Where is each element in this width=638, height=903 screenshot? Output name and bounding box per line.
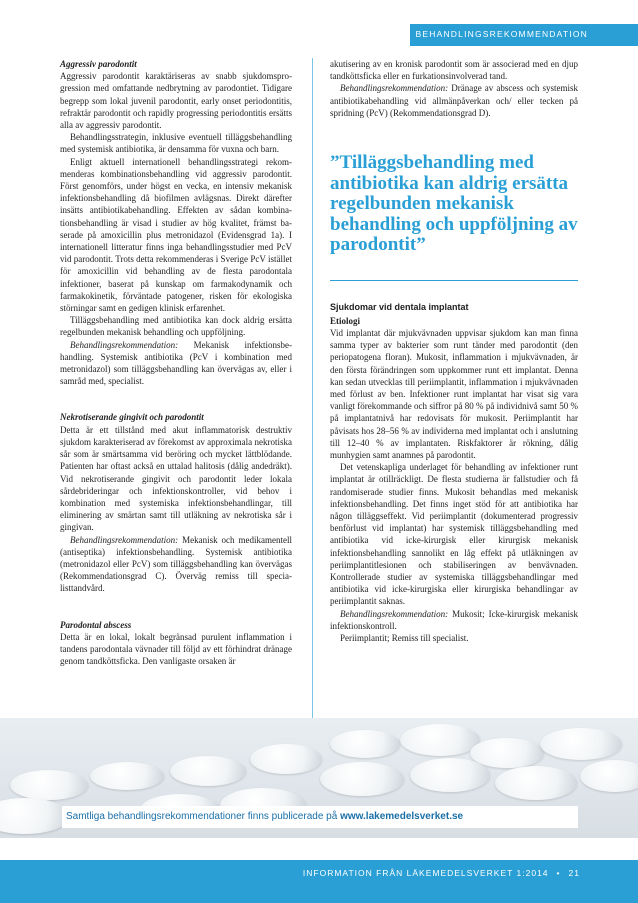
subheading-etiology: Etiologi xyxy=(330,315,361,326)
recommendation-text: Periimplantit; Remiss till specialist. xyxy=(340,633,469,643)
paragraph: Enligt aktuell internationell behandlingsstrategi rekommenderas kombinationsbehandling vid aggressiv parodontit. Först genomförs, under högst en vecka, en intensiv mekanisk infektionsbehandling då biofilmen avlägsnas. Direkt därefter insätts antibiotikabehandling. Effekten av sådan kombinationsbehandling är visad i studier av hög kvalitet, främst baserade på amoxicillin plus metronidazol (Evidensgrad 1a). I internationell litteratur finns inga behandlingsstudier med PcV vid parodontit. Trots detta rekommenderas i Sverige PcV istället för amoxicillin vid behandling av de flesta parodontala infektioner, baserat på kunskap om farmakodynamik och farmakokinetik, förväntade patogener, risken för ekologiska störningar samt en gedigen klinisk erfarenhet. xyxy=(60,156,292,314)
page-footer xyxy=(0,860,638,903)
recommendation-text: Mekanisk och medikamentell (antiseptika) infektionsbehandling. Systemisk antibiotika (metronidazol eller PcV) som tilläggsbehandling kan övervägas (Rekommendationsgrad C). Överväg remiss till specialisttandvård. xyxy=(60,534,292,594)
page-number: 21 xyxy=(568,868,580,878)
recommendation-label: Behandlingsrekommendation: xyxy=(70,534,179,545)
pull-quote: ”Tilläggsbehandling med antibiotika kan aldrig ersätta regelbunden mekanisk behandling och uppföljning av parodontit” xyxy=(330,152,578,256)
website-link[interactable]: www.lakemedelsverket.se xyxy=(340,811,464,822)
footer-text xyxy=(303,868,580,878)
recommendation-label: Behandlingsrekommendation: xyxy=(70,339,179,350)
recommendation-label: Behandlingsrekommendation: xyxy=(340,83,449,94)
paragraph: Vid implantat där mjukvävnaden uppvisar sjukdom kan man finna samma typer av bakterier som runt tänder med parodontit (den periopatogena floran). Mukosit, inflammation i mjukvävnaden, är den första förändringen som uppkommer runt ett implantat. Denna kan sedan utvecklas till periimplantit, inflammation i mjukvävnaden med förlust av ben. Infektioner runt implantat har visat sig vara vanligt förekommande och siffror på 80 % på individnivå samt 50 % på implantatnivå har redovisats för mukosit. Periimplantit har påvisats hos 28–56 % av individerna med implantat och i anslutning till 12–40 % av implantaten. Riskfaktorer är rökning, dålig munhygien samt anamnes på parodontit. xyxy=(330,327,578,460)
paragraph: Detta är en lokal, lokalt begränsad purulent inflammation i tandens parodontala vävnader till följd av ett förhindrat dränage genom tandköttsficka. Den vanligaste orsaken är xyxy=(60,631,292,667)
paragraph: Det vetenskapliga underlaget för behandling av infektioner runt implantat är otillräckligt. De flesta studierna är fallstudier och få randomiserade studier finns. Mukosit behandlas med mekanisk infektionsbehandling. Det finns inget stöd för att antibiotika har någon tilläggseffekt. Vid periimplantit (dokumenterad progressiv benförlust vid implantat) har systemisk tilläggsbehandling med antibiotika vid icke-kirurgisk eller kirurgisk mekanisk infektionsbehandling sannolikt en låg effekt på utläkningen av periimplantitlesionen och stabiliseringen av benvävnaden. Kontrollerade studier av systemiska tilläggsbehandlingar med antibiotika vid icke-kirurgiska eller kirurgiska behandlingar av periimplantit saknas. xyxy=(330,462,578,607)
publication-banner xyxy=(62,806,578,828)
paragraph: Tilläggsbehandling med antibiotika kan dock aldrig ersätta regelbunden mekanisk behandling och uppföljning. xyxy=(60,315,292,338)
paragraph: Detta är ett tillstånd med akut inflammatorisk destruktiv sjukdom karakteriserad av förekomst av approximala nekrotiska sår som är smärtsamma vid beröring och mycket lättblödande. Patienten har oftast ackså en uttalad halitosis (dålig andedräkt). Vid nekrotiserande gingivit och parodontit leder lokala sårdebrideringar och infektionskontroller, vid behov i kombination med systemiska infektionsbehandlingar, till eliminering av smärtan samt till utläkning av nekrotiska sår i gingivan. xyxy=(60,424,292,533)
publication-name: INFORMATION FRÅN LÄKEMEDELSVERKET 1:2014 xyxy=(302,868,549,878)
recommendation xyxy=(60,534,292,595)
top-header xyxy=(0,0,638,50)
quote-divider xyxy=(330,280,578,281)
section-label: BEHANDLINGSREKOMMENDATION xyxy=(415,29,588,39)
heading-aggressive-periodontitis: Aggressiv parodontit xyxy=(60,59,137,69)
recommendation xyxy=(330,82,578,119)
banner-text: Samtliga behandlingsrekommendationer finns publicerade på www.lakemedelsverket.se xyxy=(66,811,464,822)
heading-abscess: Parodontal abscess xyxy=(60,619,132,630)
recommendation xyxy=(330,608,578,632)
recommendation-text: Mukosit; Icke-kirurgisk mekanisk infektionskontroll. xyxy=(330,608,578,631)
recommendation-label: Behandlingsrekommendation: xyxy=(340,608,449,619)
right-column xyxy=(330,58,578,644)
paragraph: Behandlingsstrategin, inklusive eventuell tilläggsbehandling med systemisk antibiotika, är densamma för vuxna och barn. xyxy=(60,132,292,155)
bullet: • xyxy=(556,868,561,878)
heading-implant-diseases: Sjukdomar vid dentala implantat xyxy=(330,301,469,312)
paragraph: akutisering av en kronisk parodontit som är associerad med en djup tandköttsficka eller en furkationsinvolverad tand. xyxy=(330,59,578,82)
column-divider xyxy=(312,58,313,718)
heading-necrotizing: Nekrotiserande gingivit och parodontit xyxy=(60,412,204,423)
recommendation xyxy=(60,339,292,388)
left-column xyxy=(60,58,292,667)
recommendation-text: Dränage av abscess och systemisk antibiotikabehandling vid allmänpåverkan och/ eller tecken på spridning (PcV) (Rekommendationsgrad D). xyxy=(330,83,578,118)
recommendation-text: Mekanisk infektionsbehandling. Systemisk antibiotika (PcV i kombination med metronidazol) som tilläggsbehandling kan övervägas av, eller i samråd med, specialist. xyxy=(60,339,292,387)
paragraph: Aggressiv parodontit karaktäriseras av snabb sjukdomsprogression med omfattande nedbrytning av parodontiet. Tidigare begrepp som lokal juvenil parodontit, early onset periodontitis, refraktär parodontit och rapidly progressing periodontitis ersätts alla av aggressiv parodontit. xyxy=(60,71,292,131)
